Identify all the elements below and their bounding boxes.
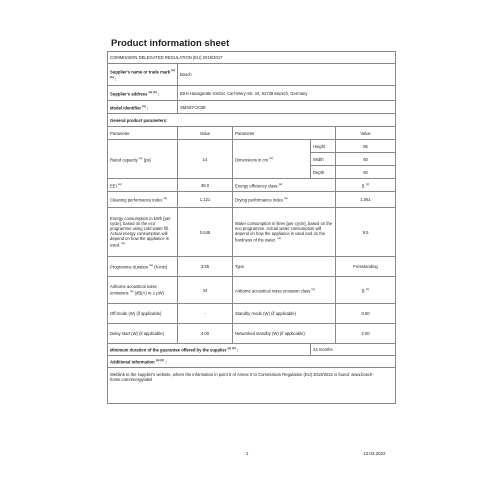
type-value: Freestanding: [336, 257, 396, 277]
programme-duration-value: 3:55: [178, 257, 233, 277]
standby-mode-label: Standby mode (W) (if applicable): [233, 304, 336, 324]
eei-label: EEI $^{(a)}$: [108, 179, 178, 192]
supplier-name-value: Bosch: [178, 64, 396, 86]
additional-information-label: Additional information $^{(a) (b)}$ :: [108, 356, 396, 368]
drying-performance-value: 1.061: [336, 192, 396, 208]
model-identifier-label: Model identifier $^{(a)}$ :: [108, 101, 178, 114]
info-table: [107, 51, 396, 404]
header-value-left: Value: [178, 127, 233, 140]
standby-mode-value: 0.50: [336, 304, 396, 324]
dimensions-label: Dimensions in cm $^{(a)}$: [233, 140, 311, 179]
cleaning-performance-value: 1.121: [178, 192, 233, 208]
document-date: 13.03.2022: [363, 451, 386, 456]
noise-class-value: B $^{(c)}$: [336, 277, 396, 304]
sheet-title: Product information sheet: [111, 38, 230, 49]
delay-start-label: Delay start (W) (if applicable): [108, 324, 178, 344]
programme-duration-label: Programme duration $^{(a)}$ (h:min): [108, 257, 178, 277]
regulation-row: COMMISSION DELEGATED REGULATION (EU) 2019/2017: [108, 52, 396, 64]
networked-standby-label: Networked standby (W) (if applicable): [233, 324, 336, 344]
depth-label: Depth: [311, 166, 336, 179]
depth-value: 60: [336, 166, 396, 179]
noise-emissions-label: Airborne acoustical noise emissions $^{(a)}$ (dB(A) re 1 pW): [108, 277, 178, 304]
energy-consumption-label: Energy consumption in kWh [per cycle], based on the eco programme using cold water fill. Actual energy consumption will depend on how the appliance is used. $^{(a)}$: [108, 208, 178, 257]
header-parameter-right: Parameter: [233, 127, 336, 140]
model-identifier-value: SMS8YCI03E: [178, 101, 396, 114]
product-information-sheet: [107, 32, 395, 404]
supplier-address-value: BSH Hausgeräte GmbH, Carl-Wery-Str. 34, 81739 Munich, Germany: [178, 86, 396, 101]
header-value-right: Value: [336, 127, 396, 140]
header-parameter-left: Parameter: [108, 127, 178, 140]
rated-capacity-label: Rated capacity $^{(a)}$ (ps): [108, 140, 178, 179]
off-mode-value: -: [178, 304, 233, 324]
general-parameters-heading: General product parameters:: [108, 114, 396, 127]
energy-efficiency-class-value: B $^{(c)}$: [336, 179, 396, 192]
weblink-text: Weblink to the supplier's website, where the information in point 6 of Annex II to Commission Regulation (EU) 2019/2022 is found: www.bosch-home.com/energylabel: [108, 368, 396, 404]
water-consumption-value: 9.5: [336, 208, 396, 257]
energy-consumption-value: 0.645: [178, 208, 233, 257]
delay-start-value: 4.00: [178, 324, 233, 344]
guarantee-label: Minimum duration of the guarantee offered by the supplier $^{(a) (b)}$ :: [108, 344, 311, 356]
eei-value: 38.0: [178, 179, 233, 192]
networked-standby-value: 2.00: [336, 324, 396, 344]
noise-class-label: Airborne acoustical noise emission class $^{(a)}$: [233, 277, 336, 304]
off-mode-label: Off-mode (W) (if applicable): [108, 304, 178, 324]
drying-performance-label: Drying performance index $^{(a)}$: [233, 192, 336, 208]
width-label: Width: [311, 153, 336, 166]
energy-efficiency-class-label: Energy efficiency class $^{(a)}$: [233, 179, 336, 192]
type-label: Type: [233, 257, 336, 277]
cleaning-performance-label: Cleaning performance index $^{(a)}$: [108, 192, 178, 208]
rated-capacity-value: 14: [178, 140, 233, 179]
guarantee-value: 24 months: [311, 344, 396, 356]
height-label: Height: [311, 140, 336, 153]
height-value: 85: [336, 140, 396, 153]
page-number: 1: [246, 451, 249, 456]
supplier-address-label: Supplier's address $^{(a) (b)}$ :: [108, 86, 178, 101]
noise-emissions-value: 43: [178, 277, 233, 304]
water-consumption-label: Water consumption in litres [per cycle], based on the eco programme. Actual water consumption will depend on how the appliance is used and on the hardness of the water. $^{(a)}$: [233, 208, 336, 257]
supplier-name-label: Supplier's name or trade mark $^{(a) (b)}$ :: [108, 64, 178, 86]
width-value: 60: [336, 153, 396, 166]
